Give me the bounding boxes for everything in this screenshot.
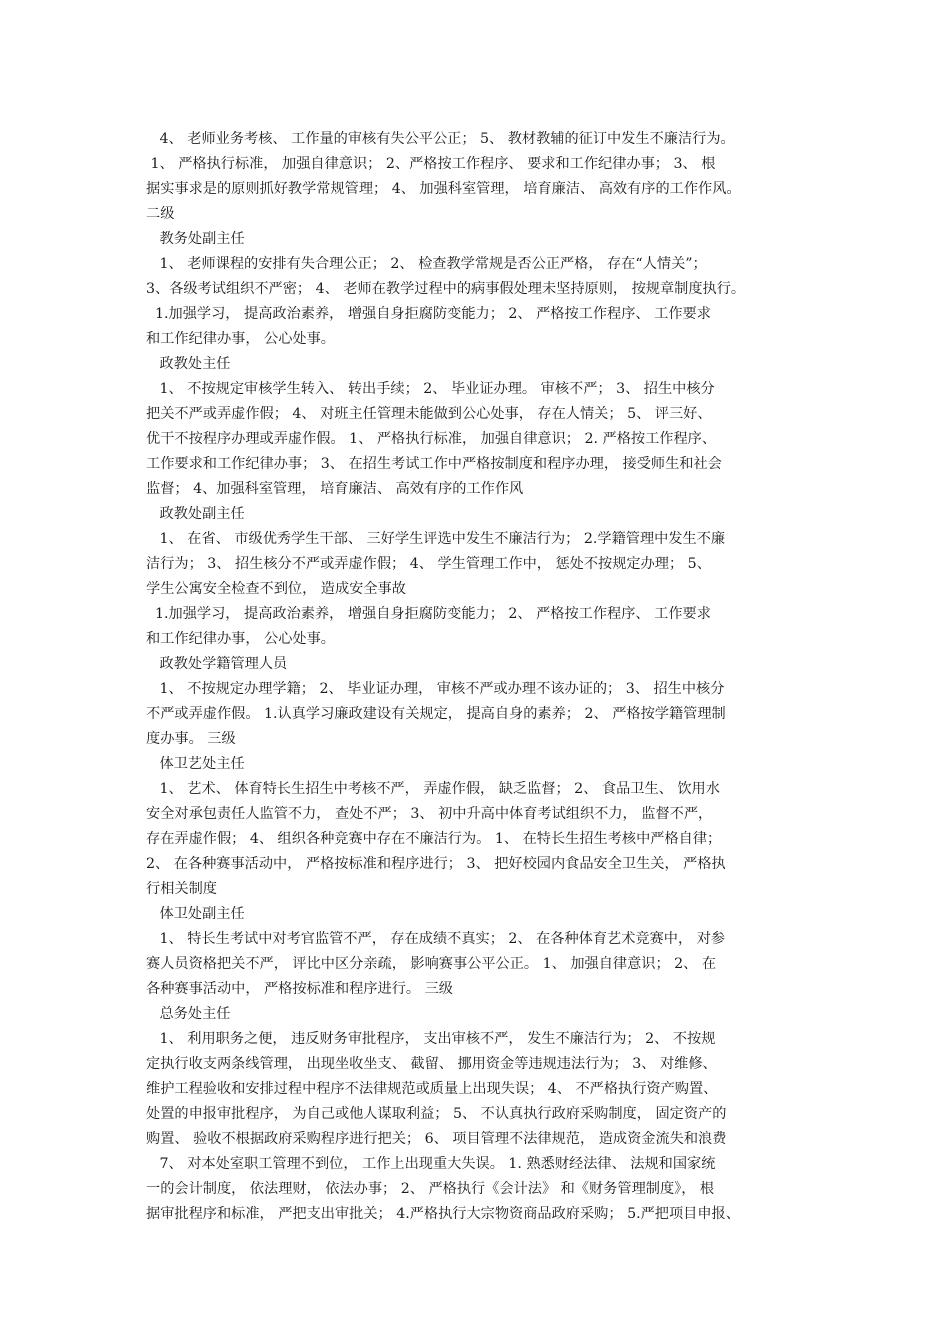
text-line: 各种赛事活动中， 严格按标准和程序进行。 三级 [146, 981, 453, 997]
text-line: 1、 严格执行标准， 加强自律意识； 2、严格按工作程序、 要求和工作纪律办事； 3、 根 [146, 156, 716, 172]
text-line: 工作要求和工作纪律办事； 3、 在招生考试工作中严格按制度和程序办理， 接受师生和社会 [146, 456, 722, 472]
text-line: 2、 在各种赛事活动中， 严格按标准和程序进行； 3、 把好校园内食品安全卫生关， 严格执 [146, 856, 726, 872]
text-line: 1.加强学习， 提高政治素养， 增强自身拒腐防变能力； 2、 严格按工作程序、 工作要求 [146, 306, 711, 322]
text-line: 度办事。 三级 [146, 731, 236, 747]
text-line: 1、 艺术、 体育特长生招生中考核不严， 弄虚作假， 缺乏监督； 2、 食品卫生、 饮用水 [146, 781, 720, 797]
text-line: 把关不严或弄虚作假； 4、 对班主任管理未能做到公心处事， 存在人情关； 5、 评三好、 [146, 406, 712, 422]
text-line: 和工作纪律办事， 公心处事。 [146, 631, 335, 647]
text-line: 洁行为； 3、 招生核分不严或弄虚作假； 4、 学生管理工作中， 惩处不按规定办理； 5、 [146, 556, 711, 572]
text-line: 1、 老师课程的安排有失合理公正； 2、 检查教学常规是否公正严格， 存在“人情关”； [146, 256, 707, 272]
text-line: 监督； 4、加强科室管理， 培育廉洁、 高效有序的工作作风 [146, 481, 524, 497]
role-heading: 政教处主任 [146, 356, 231, 372]
role-heading: 总务处主任 [146, 1006, 231, 1022]
text-line: 行相关制度 [146, 881, 217, 897]
text-line: 赛人员资格把关不严， 评比中区分亲疏， 影响赛事公平公正。 1、 加强自律意识； 2、 在 [146, 956, 717, 972]
text-line: 1、 利用职务之便， 违反财务审批程序， 支出审核不严， 发生不廉洁行为； 2、 不按规 [146, 1031, 716, 1047]
text-line: 7、 对本处室职工管理不到位， 工作上出现重大失误。 1. 熟悉财经法律、 法规和国家统 [146, 1156, 716, 1172]
text-line: 维护工程验收和安排过程中程序不法律规范或质量上出现失误； 4、 不严格执行资产购置、 [146, 1081, 718, 1097]
role-heading: 政教处学籍管理人员 [146, 656, 288, 672]
text-line: 购置、 验收不根据政府采购程序进行把关； 6、 项目管理不法律规范， 造成资金流失和浪费 [146, 1131, 727, 1147]
text-line: 1、 不按规定办理学籍； 2、 毕业证办理， 审核不严或办理不该办证的； 3、 招生中核分 [146, 681, 725, 697]
text-line: 优干不按程序办理或弄虚作假。 1、 严格执行标准， 加强自律意识； 2. 严格按工作程序、 [146, 431, 717, 447]
text-line: 据实事求是的原则抓好教学常规管理； 4、 加强科室管理， 培育廉洁、 高效有序的工作作风。 [146, 181, 741, 197]
text-line: 1、 在省、 市级优秀学生干部、 三好学生评选中发生不廉洁行为； 2.学籍管理中发生不廉 [146, 531, 726, 547]
text-line: 安全对承包责任人监管不力， 查处不严； 3、 初中升高中体育考试组织不力， 监督不严， [146, 806, 713, 822]
text-line: 不严或弄虚作假。 1.认真学习廉政建设有关规定， 提高自身的素养； 2、 严格按学籍管理制 [146, 706, 726, 722]
text-line: 定执行收支两条线管理， 出现坐收坐支、 截留、 挪用资金等违规违法行为； 3、 对维修、 [146, 1056, 717, 1072]
role-heading: 体卫艺处主任 [146, 756, 245, 772]
text-line: 存在弄虚作假； 4、 组织各种竞赛中存在不廉洁行为。 1、 在特长生招生考核中严格自律； [146, 831, 722, 847]
role-heading: 教务处副主任 [146, 231, 245, 247]
text-line: 据审批程序和标准， 严把支出审批关； 4.严格执行大宗物资商品政府采购； 5.严把项目申报、 [146, 1206, 740, 1222]
text-line: 1、 不按规定审核学生转入、 转出手续； 2、 毕业证办理。 审核不严； 3、 招生中核分 [146, 381, 715, 397]
role-heading: 体卫处副主任 [146, 906, 245, 922]
text-line: 1、 特长生考试中对考官监管不严， 存在成绩不真实； 2、 在各种体育艺术竞赛中， 对参 [146, 931, 726, 947]
text-line: 4、 老师业务考核、 工作量的审核有失公平公正； 5、 教材教辅的征订中发生不廉洁行为。 [146, 131, 735, 147]
text-line: 一的会计制度， 依法理财， 依法办事； 2、 严格执行《会计法》 和《财务管理制度》， 根 [146, 1181, 715, 1197]
text-line: 学生公寓安全检查不到位， 造成安全事故 [146, 581, 406, 597]
text-line: 处置的申报审批程序， 为自己或他人谋取利益； 5、 不认真执行政府采购制度， 固定资产的 [146, 1106, 727, 1122]
text-line: 1.加强学习， 提高政治素养， 增强自身拒腐防变能力； 2、 严格按工作程序、 工作要求 [146, 606, 711, 622]
text-line: 3、各级考试组织不严密； 4、 老师在教学过程中的病事假处理未坚持原则， 按规章制度执行。 [146, 281, 746, 297]
text-line: 和工作纪律办事， 公心处事。 [146, 331, 335, 347]
section-level-label: 二级 [146, 206, 175, 222]
role-heading: 政教处副主任 [146, 506, 245, 522]
